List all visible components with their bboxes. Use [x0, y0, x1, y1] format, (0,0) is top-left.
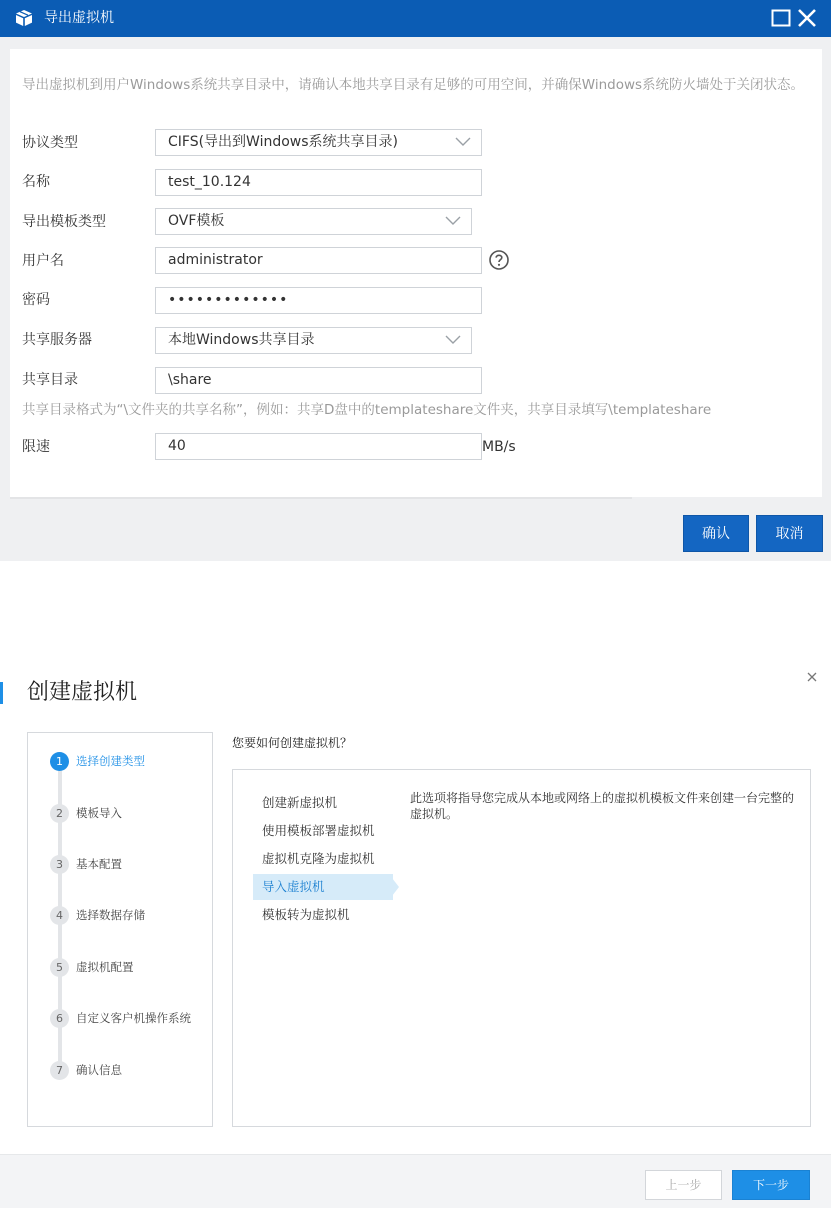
protocol-value: CIFS(导出到Windows系统共享目录) — [168, 134, 399, 150]
share-server-select[interactable] — [155, 327, 472, 354]
step-label: 自定义客户机操作系统 — [76, 1011, 191, 1025]
speed-limit-input[interactable]: 40 — [155, 433, 482, 460]
chevron-down-icon — [445, 216, 461, 226]
export-form-panel — [10, 49, 822, 497]
password-label: 密码 — [22, 292, 50, 308]
step-number: 6 — [50, 1009, 69, 1028]
prev-button[interactable]: 上一步 — [645, 1170, 722, 1200]
chevron-down-icon — [445, 335, 461, 345]
dialog-title: 导出虚拟机 — [44, 10, 114, 26]
close-icon[interactable] — [805, 670, 819, 684]
share-dir-label: 共享目录 — [22, 372, 78, 388]
create-type-options — [232, 769, 811, 1127]
help-icon[interactable] — [488, 249, 510, 271]
speed-unit: MB/s — [482, 439, 516, 455]
share-server-value: 本地Windows共享目录 — [168, 332, 315, 348]
box-icon — [14, 9, 34, 27]
export-vm-dialog — [0, 0, 831, 561]
step-label: 确认信息 — [76, 1063, 122, 1077]
wizard-title: 创建虚拟机 — [27, 680, 138, 705]
step-label: 基本配置 — [76, 857, 122, 871]
protocol-select[interactable] — [155, 129, 482, 156]
template-type-select[interactable] — [155, 208, 472, 235]
chevron-down-icon — [455, 137, 471, 147]
export-notice: 导出虚拟机到用户Windows系统共享目录中，请确认本地共享目录有足够的可用空间，并确保Windows系统防火墙处于关闭状态。 — [22, 77, 805, 93]
template-type-value: OVF模板 — [168, 213, 225, 229]
speed-limit-label: 限速 — [22, 439, 50, 455]
step-number: 7 — [50, 1061, 69, 1080]
title-accent-bar — [0, 682, 3, 704]
option-deploy-from-template[interactable]: 使用模板部署虚拟机 — [262, 823, 375, 838]
step-number: 5 — [50, 958, 69, 977]
step-number: 2 — [50, 804, 69, 823]
share-dir-hint: 共享目录格式为“\文件夹的共享名称”，例如：共享D盘中的templateshare文件夹，共享目录填写\templateshare — [22, 402, 712, 418]
step-number: 1 — [50, 752, 69, 771]
wizard-steps — [27, 732, 213, 1127]
dialog-titlebar — [0, 0, 831, 37]
step-label: 选择创建类型 — [76, 754, 145, 768]
step-number: 4 — [50, 906, 69, 925]
username-label: 用户名 — [22, 253, 64, 269]
option-create-new[interactable]: 创建新虚拟机 — [262, 795, 338, 810]
cancel-button[interactable]: 取消 — [756, 515, 823, 552]
option-template-to-vm[interactable]: 模板转为虚拟机 — [262, 907, 350, 922]
wizard-footer — [0, 1154, 831, 1208]
share-dir-input[interactable]: \share — [155, 367, 482, 394]
step-label: 虚拟机配置 — [76, 960, 134, 974]
password-input[interactable]: ••••••••••••• — [155, 287, 482, 314]
selection-arrow — [392, 878, 399, 896]
create-vm-wizard — [0, 660, 831, 1208]
name-input[interactable]: test_10.124 — [155, 169, 482, 196]
protocol-label: 协议类型 — [22, 135, 78, 151]
username-input[interactable]: administrator — [155, 247, 482, 274]
option-description: 此选项将指导您完成从本地或网络上的虚拟机模板文件来创建一台完整的虚拟机。 — [410, 791, 795, 821]
create-type-question: 您要如何创建虚拟机？ — [232, 736, 353, 750]
step-number: 3 — [50, 855, 69, 874]
next-button[interactable]: 下一步 — [732, 1170, 810, 1200]
option-import-vm[interactable] — [253, 874, 393, 900]
maximize-icon[interactable] — [770, 7, 792, 29]
option-clone-vm[interactable]: 虚拟机克隆为虚拟机 — [262, 851, 375, 866]
confirm-button[interactable]: 确认 — [683, 515, 749, 552]
template-type-label: 导出模板类型 — [22, 214, 106, 230]
option-import-vm-label: 导入虚拟机 — [262, 879, 325, 894]
name-label: 名称 — [22, 174, 50, 190]
close-icon[interactable] — [796, 7, 818, 29]
step-label: 模板导入 — [76, 806, 122, 820]
step-label: 选择数据存储 — [76, 908, 145, 922]
share-server-label: 共享服务器 — [22, 332, 92, 348]
panel-divider — [10, 497, 632, 499]
